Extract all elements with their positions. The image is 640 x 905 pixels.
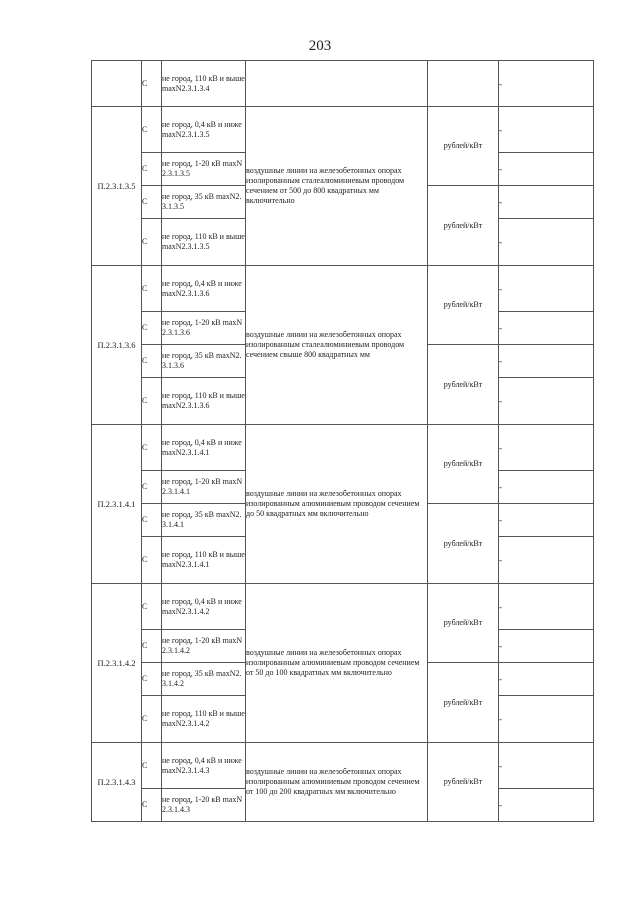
category-cell: С [142,61,162,107]
unit-cell: рублей/кВт [428,584,499,663]
table-row [92,107,594,153]
condition-cell: не город, 0,4 кВ и ниже maxN2.3.1.3.6 [162,266,246,312]
unit-cell: рублей/кВт [428,186,499,266]
condition-cell: не город, 0,4 кВ и ниже maxN2.3.1.3.5 [162,107,246,153]
category-cell: С [142,219,162,266]
category-cell: С [142,663,162,696]
value-cell: - [499,153,594,186]
condition-cell: не город, 0,4 кВ и ниже maxN2.3.1.4.2 [162,584,246,630]
unit-cell: рублей/кВт [428,504,499,584]
value-cell: - [499,345,594,378]
value-cell: - [499,219,594,266]
category-cell: С [142,537,162,584]
category-cell: С [142,789,162,822]
category-cell: С [142,425,162,471]
value-cell: - [499,630,594,663]
value-cell: - [499,696,594,743]
condition-cell: не город, 1-20 кВ maxN2.3.1.4.1 [162,471,246,504]
category-cell: С [142,696,162,743]
item-code-cell: П.2.3.1.4.3 [92,743,142,822]
unit-cell: рублей/кВт [428,266,499,345]
value-cell: - [499,584,594,630]
condition-cell: не город, 110 кВ и выше maxN2.3.1.4.1 [162,537,246,584]
value-cell: - [499,504,594,537]
value-cell: - [499,743,594,789]
unit-cell: рублей/кВт [428,663,499,743]
category-cell: С [142,107,162,153]
item-code-cell: П.2.3.1.4.1 [92,425,142,584]
item-code-cell: П.2.3.1.3.5 [92,107,142,266]
description-cell: воздушные линии на железобетонных опорах изолированным алюминиевым проводом сечением до 50 квадратных мм включительно [246,425,428,584]
category-cell: С [142,743,162,789]
item-code-cell: П.2.3.1.3.6 [92,266,142,425]
value-cell: - [499,378,594,425]
condition-cell: не город, 1-20 кВ maxN2.3.1.3.5 [162,153,246,186]
item-code-cell [92,61,142,107]
page-number: 203 [308,38,332,54]
value-cell: - [499,186,594,219]
category-cell: С [142,345,162,378]
category-cell: С [142,312,162,345]
category-cell: С [142,584,162,630]
unit-cell: рублей/кВт [428,743,499,822]
unit-cell: рублей/кВт [428,107,499,186]
unit-cell [428,61,499,107]
category-cell: С [142,504,162,537]
value-cell: - [499,471,594,504]
value-cell: - [499,266,594,312]
value-cell: - [499,425,594,471]
category-cell: С [142,378,162,425]
condition-cell: не город, 35 кВ maxN2.3.1.4.1 [162,504,246,537]
condition-cell: не город, 35 кВ maxN2.3.1.3.6 [162,345,246,378]
condition-cell: не город, 35 кВ maxN2.3.1.4.2 [162,663,246,696]
tariff-table [91,60,594,822]
table-row [92,266,594,312]
condition-cell: не город, 0,4 кВ и ниже maxN2.3.1.4.3 [162,743,246,789]
value-cell: - [499,312,594,345]
category-cell: С [142,630,162,663]
value-cell: - [499,107,594,153]
description-cell: воздушные линии на железобетонных опорах изолированным сталеалюминиевым проводом сечением от 500 до 800 квадратных мм включительно [246,107,428,266]
unit-cell: рублей/кВт [428,425,499,504]
unit-cell: рублей/кВт [428,345,499,425]
description-cell: воздушные линии на железобетонных опорах изолированным алюминиевым проводом сечением от 50 до 100 квадратных мм включительно [246,584,428,743]
value-cell: - [499,61,594,107]
description-cell [246,61,428,107]
condition-cell: не город, 1-20 кВ maxN2.3.1.4.2 [162,630,246,663]
item-code-cell: П.2.3.1.4.2 [92,584,142,743]
category-cell: С [142,153,162,186]
value-cell: - [499,537,594,584]
condition-cell: не город, 1-20 кВ maxN2.3.1.3.6 [162,312,246,345]
condition-cell: не город, 110 кВ и выше maxN2.3.1.3.6 [162,378,246,425]
table-row [92,584,594,630]
condition-cell: не город, 1-20 кВ maxN2.3.1.4.3 [162,789,246,822]
category-cell: С [142,471,162,504]
condition-cell: не город, 0,4 кВ и ниже maxN2.3.1.4.1 [162,425,246,471]
condition-cell: не город, 110 кВ и выше maxN2.3.1.3.5 [162,219,246,266]
category-cell: С [142,186,162,219]
value-cell: - [499,663,594,696]
value-cell: - [499,789,594,822]
table-row [92,743,594,789]
condition-cell: не город, 35 кВ maxN2.3.1.3.5 [162,186,246,219]
category-cell: С [142,266,162,312]
table-row [92,61,594,107]
table-row [92,425,594,471]
condition-cell: не город, 110 кВ и выше maxN2.3.1.4.2 [162,696,246,743]
description-cell: воздушные линии на железобетонных опорах изолированным алюминиевым проводом сечением от 100 до 200 квадратных мм включительно [246,743,428,822]
condition-cell: не город, 110 кВ и выше maxN2.3.1.3.4 [162,61,246,107]
description-cell: воздушные линии на железобетонных опорах изолированным сталеалюминиевым проводом сечением свыше 800 квадратных мм [246,266,428,425]
